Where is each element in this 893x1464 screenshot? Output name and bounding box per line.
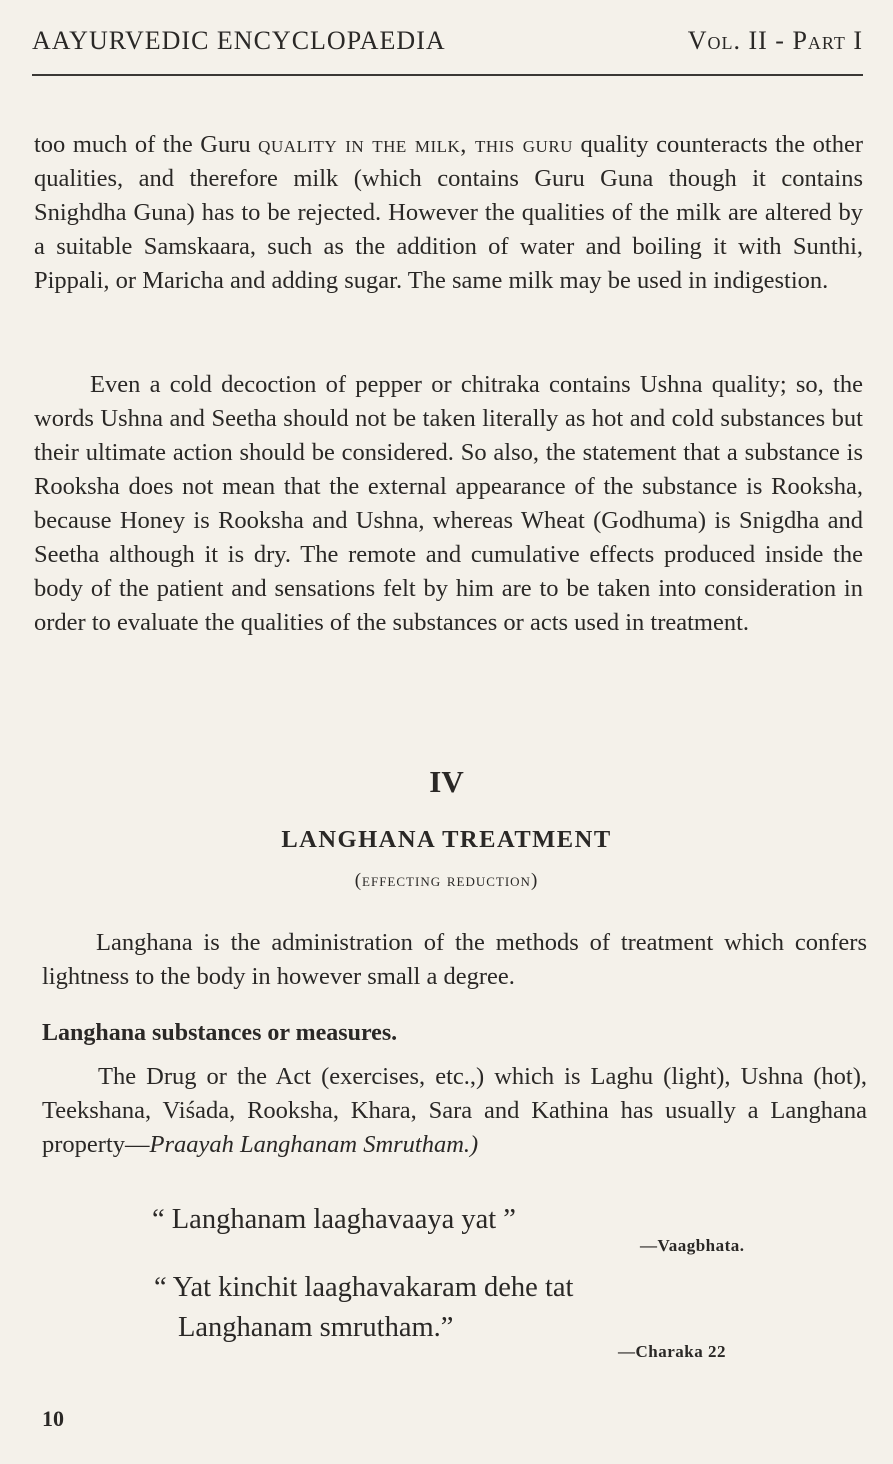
- paragraph-4-italic: Praayah Langhanam Smrutham.): [149, 1131, 479, 1158]
- section-number: IV: [429, 764, 464, 799]
- quote-2: [154, 1268, 573, 1348]
- quote-2-attribution: —Charaka 22: [618, 1342, 726, 1361]
- paragraph-1-text-a: too much of the Guru: [34, 131, 259, 158]
- quote-1: “ Langhanam laaghavaaya yat ”: [152, 1204, 516, 1235]
- paragraph-1: [34, 128, 863, 298]
- subheading: Langhana substances or measures.: [42, 1020, 398, 1046]
- section-subtitle: (effecting reduction): [354, 870, 539, 891]
- section-title: LANGHANA TREATMENT: [281, 826, 612, 853]
- quote-2-line-1: “ Yat kinchit laaghavakaram dehe tat: [154, 1272, 574, 1303]
- paragraph-1-smallcaps: quality in the milk, this guru: [258, 131, 573, 158]
- paragraph-3: Langhana is the administration of the methods of treatment which confers lightness to the body in however small a degree.: [42, 929, 867, 990]
- volume-part: Vol. II - Part I: [687, 26, 863, 55]
- header-rule: [32, 74, 863, 76]
- page-number: 10: [42, 1406, 64, 1431]
- quote-2-line-2: Langhanam smrutham.”: [178, 1312, 454, 1343]
- paragraph-1-text-b: quality counteracts the other qualities, and therefore milk (which contains Guru Guna though it contains Snighdha Guna) has to be rejected. However the qualities of the milk are altered by a suitable Samskaara, such as the addition of water and boiling it with Sunthi, Pippali, or Maricha and adding sugar. The same milk may be used in indigestion.: [34, 131, 863, 294]
- quote-1-attribution: —Vaagbhata.: [640, 1236, 745, 1255]
- paragraph-4: [42, 1060, 867, 1162]
- book-title: AAYURVEDIC ENCYCLOPAEDIA: [32, 26, 446, 55]
- running-header: [32, 26, 863, 66]
- paragraph-4-text: The Drug or the Act (exercises, etc.,) which is Laghu (light), Ushna (hot), Teekshana, Viśada, Rooksha, Khara, Sara and Kathina has usually a Langhana property—: [42, 1063, 867, 1158]
- paragraph-2: Even a cold decoction of pepper or chitraka contains Ushna quality; so, the words Ushna and Seetha should not be taken literally as hot and cold substances but their ultimate action should be considered. So also, the statement that a substance is Rooksha does not mean that the external appearance of the substance is Rooksha, because Honey is Rooksha and Ushna, whereas Wheat (Godhuma) is Snigdha and Seetha although it is dry. The remote and cumulative effects produced inside the body of the patient and sensations felt by him are to be taken into consideration in order to evaluate the qualities of the substances or acts used in treatment.: [34, 371, 863, 636]
